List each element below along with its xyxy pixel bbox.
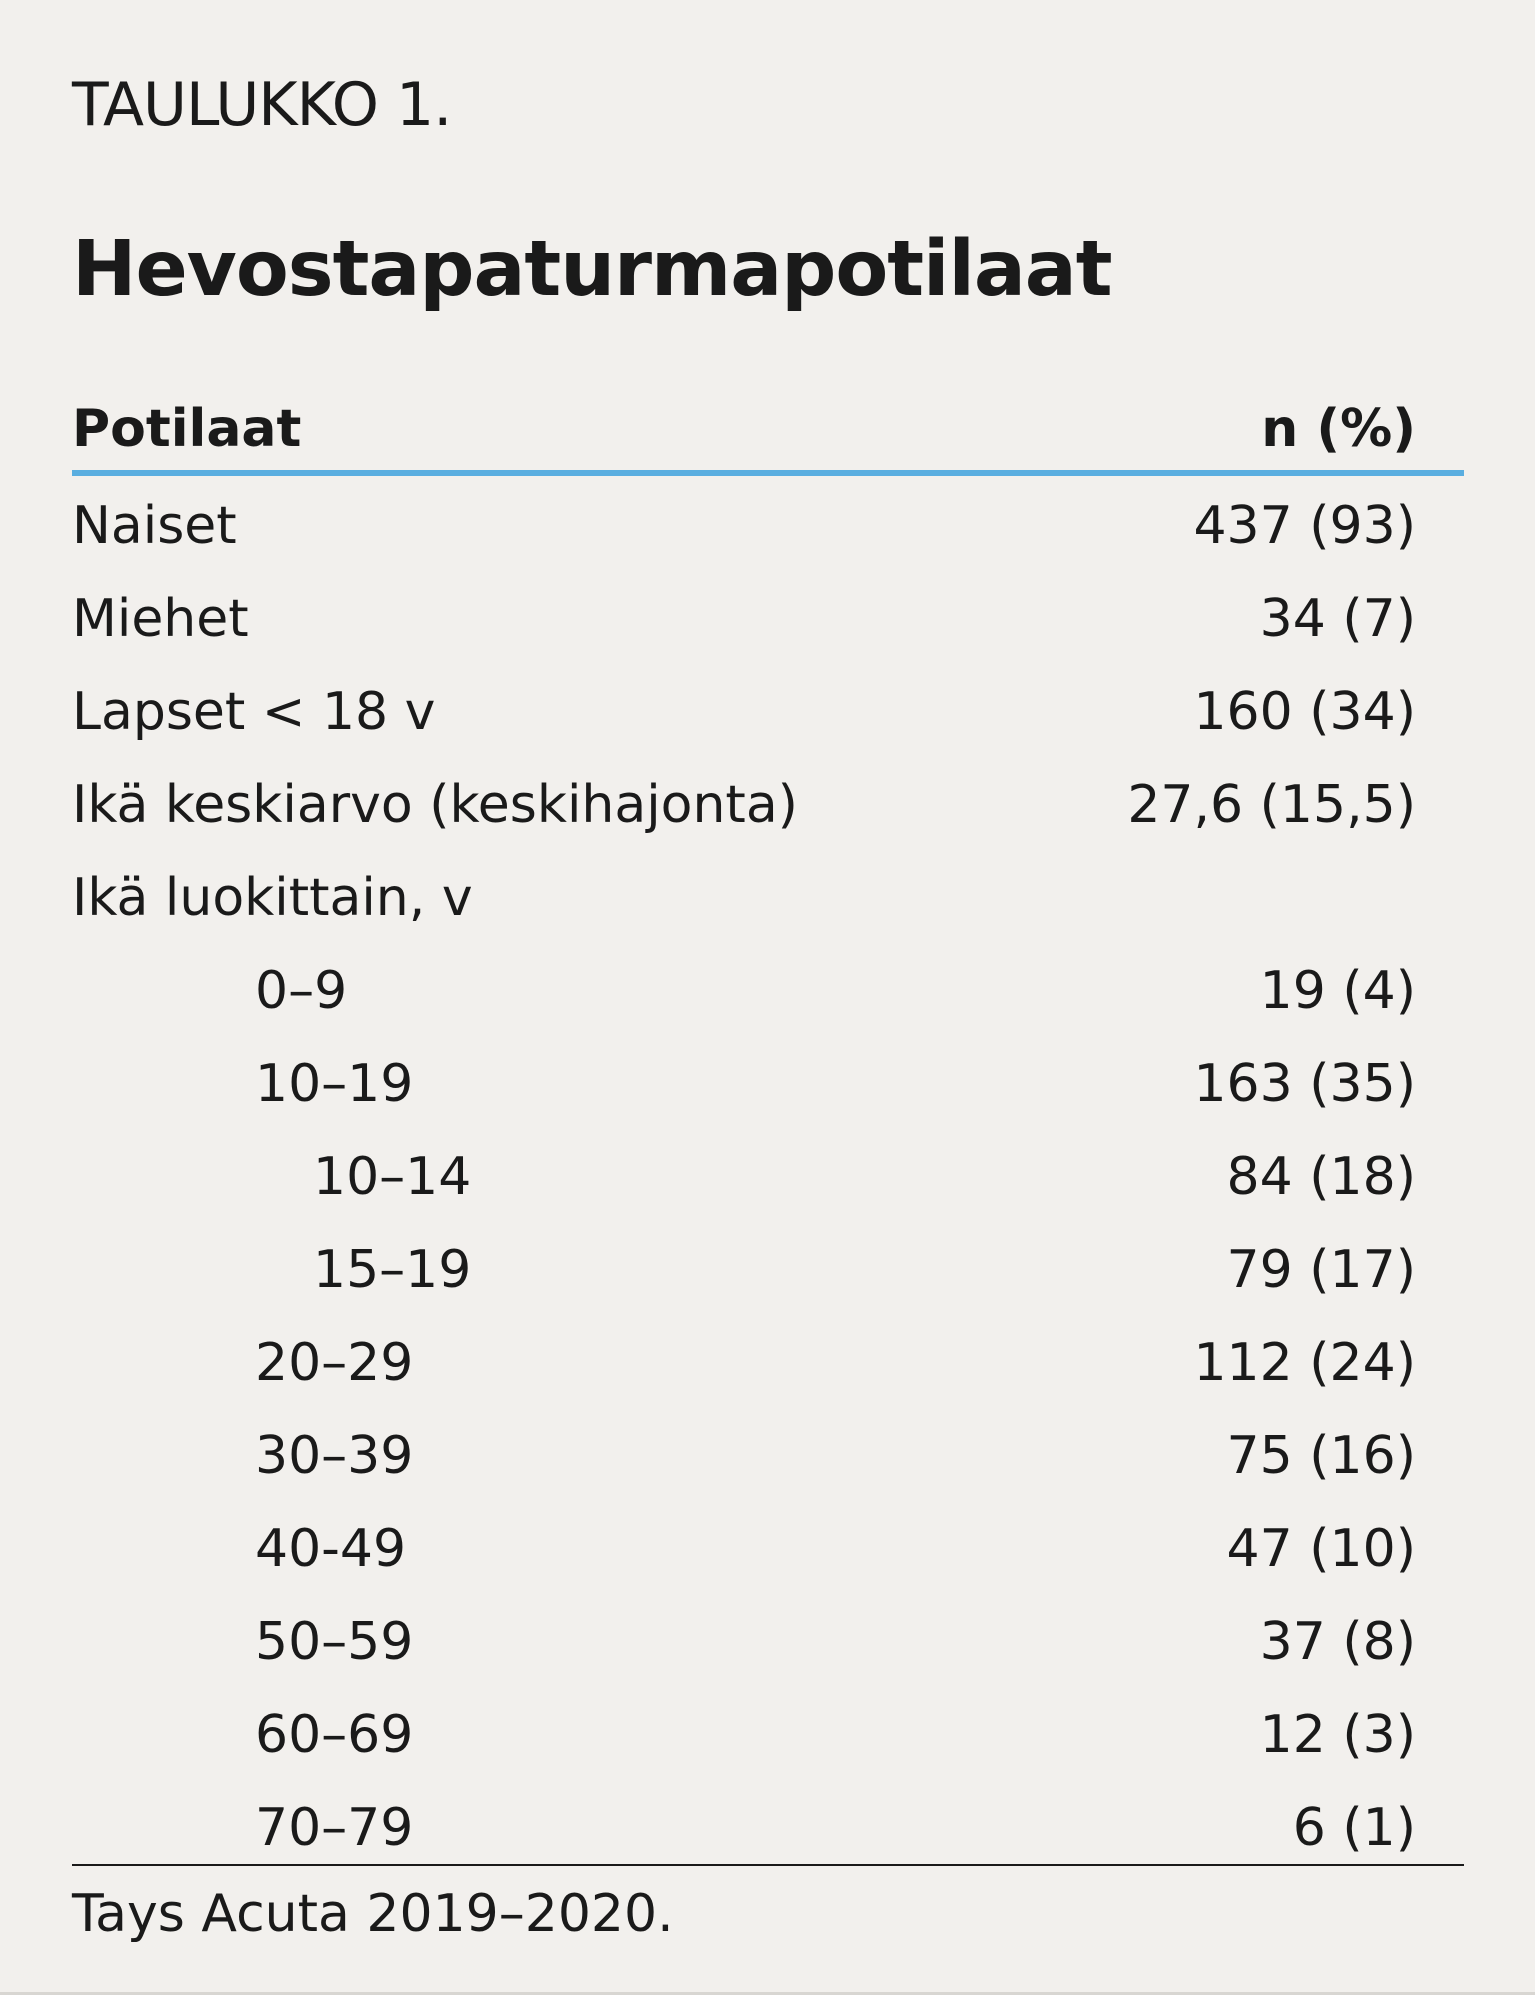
row-label: 10–19 [255, 1054, 414, 1114]
table-number: TAULUKKO 1. [72, 70, 452, 140]
table-row [72, 763, 1464, 856]
row-label: 15–19 [313, 1240, 472, 1300]
row-value: 84 (18) [1226, 1147, 1416, 1207]
table-footnote: Tays Acuta 2019–2020. [72, 1884, 674, 1944]
table-row [72, 577, 1464, 670]
table-body [72, 484, 1464, 1879]
row-label: 70–79 [255, 1798, 414, 1858]
table-row [72, 1135, 1464, 1228]
table-row [72, 1507, 1464, 1600]
row-value: 6 (1) [1292, 1798, 1416, 1858]
row-value: 47 (10) [1226, 1519, 1416, 1579]
table-row [72, 1228, 1464, 1321]
row-value: 75 (16) [1226, 1426, 1416, 1486]
row-label: Naiset [72, 496, 237, 556]
row-value: 79 (17) [1226, 1240, 1416, 1300]
row-label: Miehet [72, 589, 249, 649]
table-row [72, 949, 1464, 1042]
row-label: Ikä luokittain, v [72, 868, 473, 928]
row-label: 20–29 [255, 1333, 414, 1393]
header-divider [72, 470, 1464, 476]
column-header-count-percent: n (%) [1261, 399, 1416, 459]
row-label: 0–9 [255, 961, 348, 1021]
row-value: 34 (7) [1259, 589, 1416, 649]
row-value: 19 (4) [1259, 961, 1416, 1021]
row-value: 27,6 (15,5) [1127, 775, 1416, 835]
row-label: 40-49 [255, 1519, 407, 1579]
table-row [72, 1321, 1464, 1414]
row-label: 60–69 [255, 1705, 414, 1765]
row-label: Ikä keskiarvo (keskihajonta) [72, 775, 798, 835]
row-label: Lapset < 18 v [72, 682, 436, 742]
table-row [72, 1693, 1464, 1786]
row-value: 37 (8) [1259, 1612, 1416, 1672]
table-row [72, 856, 1464, 949]
table-title: Hevostapaturmapotilaat [72, 225, 1112, 314]
footer-divider [72, 1864, 1464, 1866]
table-figure [72, 0, 1464, 1995]
table-row [72, 1042, 1464, 1135]
row-value: 437 (93) [1193, 496, 1416, 556]
table-row [72, 1600, 1464, 1693]
table-row [72, 484, 1464, 577]
table-row [72, 670, 1464, 763]
row-value: 160 (34) [1193, 682, 1416, 742]
row-value: 12 (3) [1259, 1705, 1416, 1765]
row-value: 163 (35) [1193, 1054, 1416, 1114]
row-label: 30–39 [255, 1426, 414, 1486]
row-label: 50–59 [255, 1612, 414, 1672]
table-header-row [72, 394, 1464, 464]
row-label: 10–14 [313, 1147, 472, 1207]
column-header-patients: Potilaat [72, 399, 302, 459]
row-value: 112 (24) [1193, 1333, 1416, 1393]
table-row [72, 1414, 1464, 1507]
